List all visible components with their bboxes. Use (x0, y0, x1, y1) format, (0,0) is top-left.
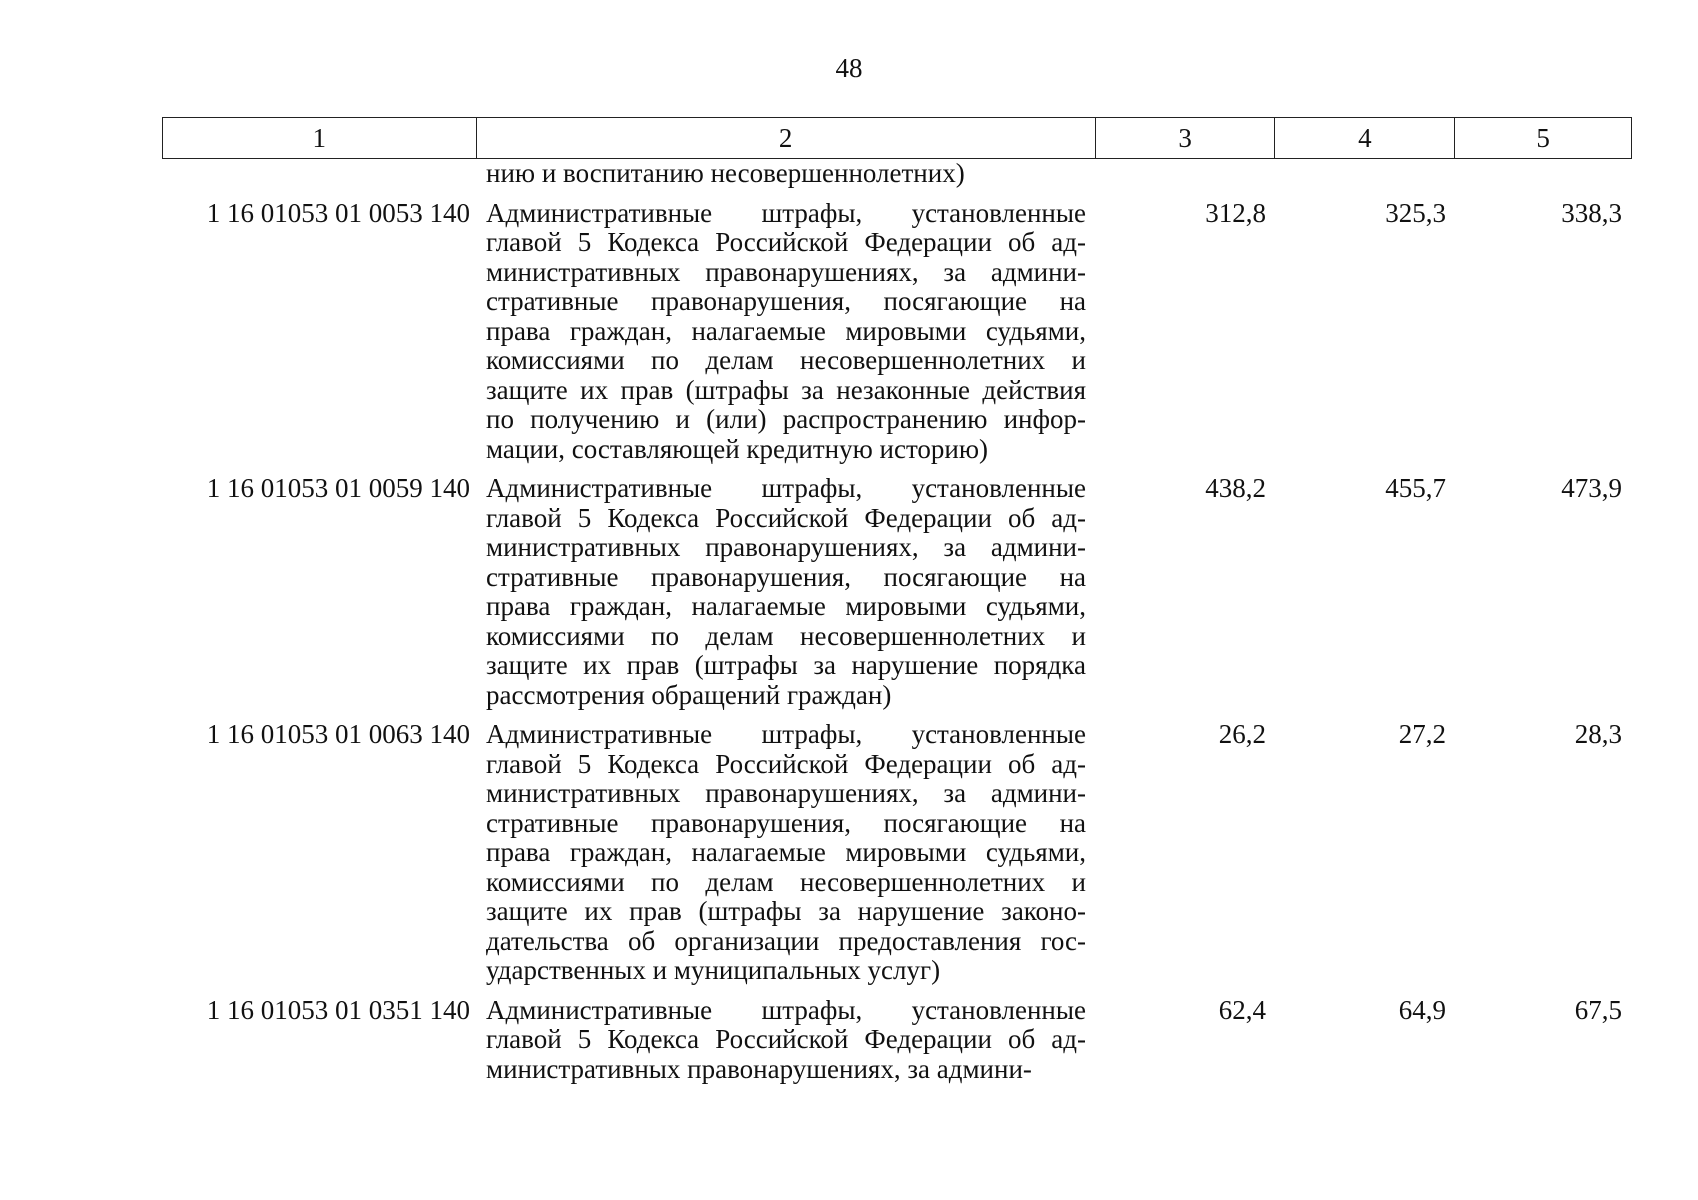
header-col-3: 3 (1096, 118, 1276, 158)
description-line: защите их прав (штрафы за нарушение порядка (486, 650, 1086, 680)
row-description (476, 720, 1096, 986)
description-line: министративных правонарушениях, за админи- (486, 1053, 1032, 1084)
table-row (162, 199, 1632, 465)
row-description (476, 996, 1096, 1085)
description-line: Административные штрафы, установленные (486, 994, 1086, 1025)
description-line: комиссиями по делам несовершеннолетних и (486, 620, 1086, 651)
continuation-text: нию и воспитанию несовершеннолетних) (486, 158, 965, 188)
header-col-4: 4 (1275, 118, 1455, 158)
table-row (162, 720, 1632, 986)
description-line: рассмотрения обращений граждан) (486, 679, 892, 710)
description-line: стративные правонарушения, посягающие на (486, 286, 1086, 316)
row-description (476, 199, 1096, 465)
description-line: главой 5 Кодекса Российской Федерации об ад- (486, 227, 1086, 257)
value-col-5: 28,3 (1574, 719, 1622, 749)
table-body (162, 159, 1632, 1084)
description-line: Административные штрафы, установленные (486, 473, 1086, 503)
value-col-3: 26,2 (1218, 719, 1266, 749)
header-col-1: 1 (163, 118, 477, 158)
value-col-5: 473,9 (1561, 473, 1622, 503)
description-line: стративные правонарушения, посягающие на (486, 561, 1086, 592)
row-code: 1 16 01053 01 0351 140 (206, 994, 470, 1025)
description-line: мации, составляющей кредитную историю) (486, 433, 989, 464)
value-col-4: 27,2 (1398, 719, 1446, 749)
description-line: права граждан, налагаемые мировыми судьями, (486, 837, 1086, 867)
description-line: комиссиями по делам несовершеннолетних и (486, 345, 1086, 375)
description-line: права граждан, налагаемые мировыми судьями, (486, 591, 1086, 621)
page-number: 48 (835, 53, 863, 83)
value-col-4: 455,7 (1385, 473, 1446, 503)
table-row (162, 996, 1632, 1085)
value-col-4: 64,9 (1398, 994, 1446, 1025)
description-line: министративных правонарушениях, за админи- (486, 778, 1086, 808)
row-code: 1 16 01053 01 0059 140 (206, 473, 470, 503)
table-rows (162, 199, 1632, 1085)
description-line: права граждан, налагаемые мировыми судьями, (486, 315, 1086, 346)
value-col-3: 62,4 (1218, 994, 1266, 1025)
value-col-3: 438,2 (1205, 473, 1266, 503)
row-code: 1 16 01053 01 0053 140 (206, 197, 470, 228)
row-code: 1 16 01053 01 0063 140 (206, 719, 470, 749)
description-line: главой 5 Кодекса Российской Федерации об ад- (486, 1024, 1086, 1054)
row-description (476, 474, 1096, 710)
description-line: Административные штрафы, установленные (486, 197, 1086, 228)
value-col-5: 67,5 (1574, 994, 1622, 1025)
description-line: защите их прав (штрафы за нарушение законо- (486, 896, 1086, 926)
value-col-5: 338,3 (1561, 197, 1622, 228)
description-line: комиссиями по делам несовершеннолетних и (486, 866, 1086, 897)
description-line: главой 5 Кодекса Российской Федерации об ад- (486, 502, 1086, 533)
description-line: министративных правонарушениях, за админи- (486, 532, 1086, 562)
header-col-5: 5 (1536, 122, 1550, 153)
description-line: по получению и (или) распространению инфор- (486, 404, 1086, 434)
table-row (162, 474, 1632, 710)
description-line: министративных правонарушениях, за админи- (486, 256, 1086, 287)
description-line: главой 5 Кодекса Российской Федерации об ад- (486, 748, 1086, 779)
description-line: стративные правонарушения, посягающие на (486, 807, 1086, 838)
value-col-3: 312,8 (1205, 197, 1266, 228)
header-col-2: 2 (477, 118, 1096, 158)
description-line: Административные штрафы, установленные (486, 719, 1086, 749)
description-line: ударственных и муниципальных услуг) (486, 955, 941, 985)
description-line: защите их прав (штрафы за незаконные действия (486, 374, 1086, 405)
table-header (162, 117, 1632, 159)
value-col-4: 325,3 (1385, 197, 1446, 228)
description-line: дательства об организации предоставления гос- (486, 925, 1086, 956)
